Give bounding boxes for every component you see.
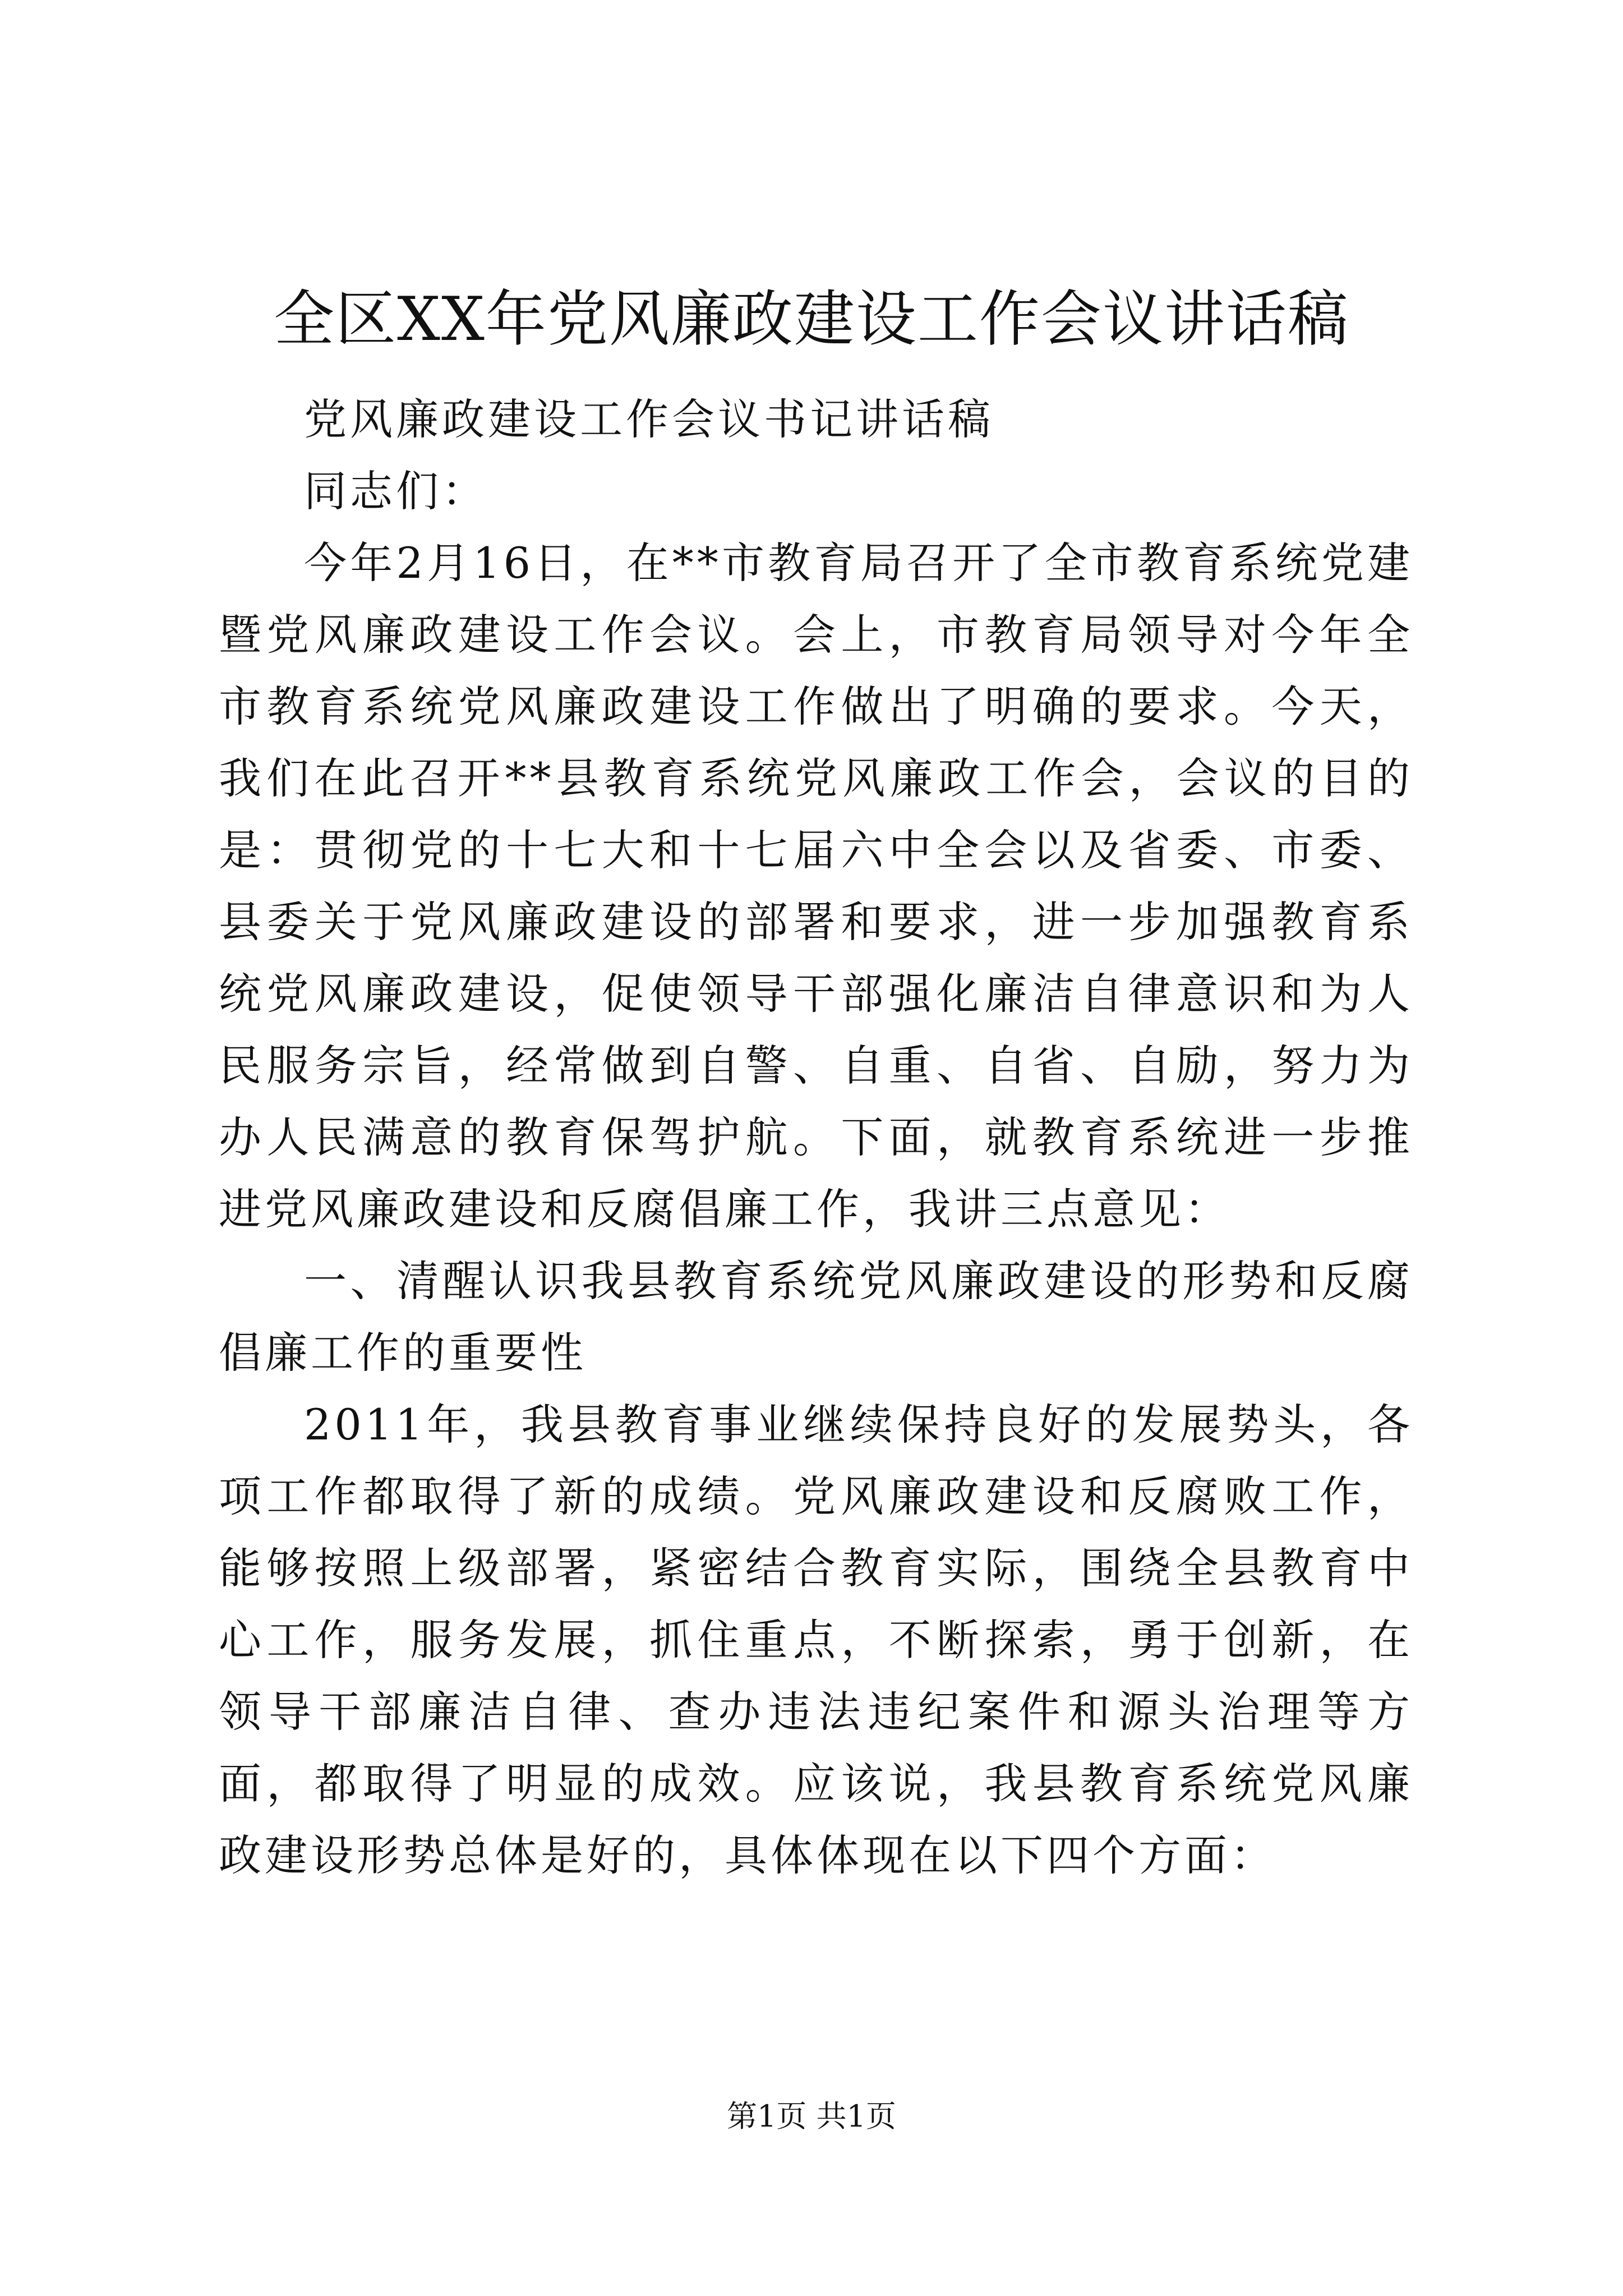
page-number-footer: 第1页 共1页: [727, 2099, 896, 2134]
section-heading-1: 一、清醒认识我县教育系统党风廉政建设的形势和反腐倡廉工作的重要性: [219, 1256, 1413, 1378]
subtitle-paragraph: 党风廉政建设工作会议书记讲话稿: [304, 394, 994, 444]
salutation-paragraph: 同志们：: [304, 466, 488, 516]
document-title: 全区XX年党风廉政建设工作会议讲话稿: [274, 284, 1349, 355]
intro-paragraph: 今年2月16日，在**市教育局召开了全市教育系统党建暨党风廉政建设工作会议。会上，市教育局领导对今年全市教育系统党风廉政建设工作做出了明确的要求。今天，我们在此召开**县教育系统党风廉政工作会，会议的目的是：贯彻党的十七大和十七届六中全会以及省委、市委、县委关于党风廉政建设的部署和要求，进一步加强教育系统党风廉政建设，促使领导干部强化廉洁自律意识和为人民服务宗旨，经常做到自警、自重、自省、自励，努力为办人民满意的教育保驾护航。下面，就教育系统进一步推进党风廉政建设和反腐倡廉工作，我讲三点意见：: [219, 538, 1413, 1234]
body-paragraph: 2011年，我县教育事业继续保持良好的发展势头，各项工作都取得了新的成绩。党风廉政建设和反腐败工作，能够按照上级部署，紧密结合教育实际，围绕全县教育中心工作，服务发展，抓住重点，不断探索，勇于创新，在领导干部廉洁自律、查办违法违纪案件和源头治理等方面，都取得了明显的成效。应该说，我县教育系统党风廉政建设形势总体是好的，具体体现在以下四个方面：: [219, 1400, 1413, 1880]
document-body: [219, 384, 1413, 1892]
